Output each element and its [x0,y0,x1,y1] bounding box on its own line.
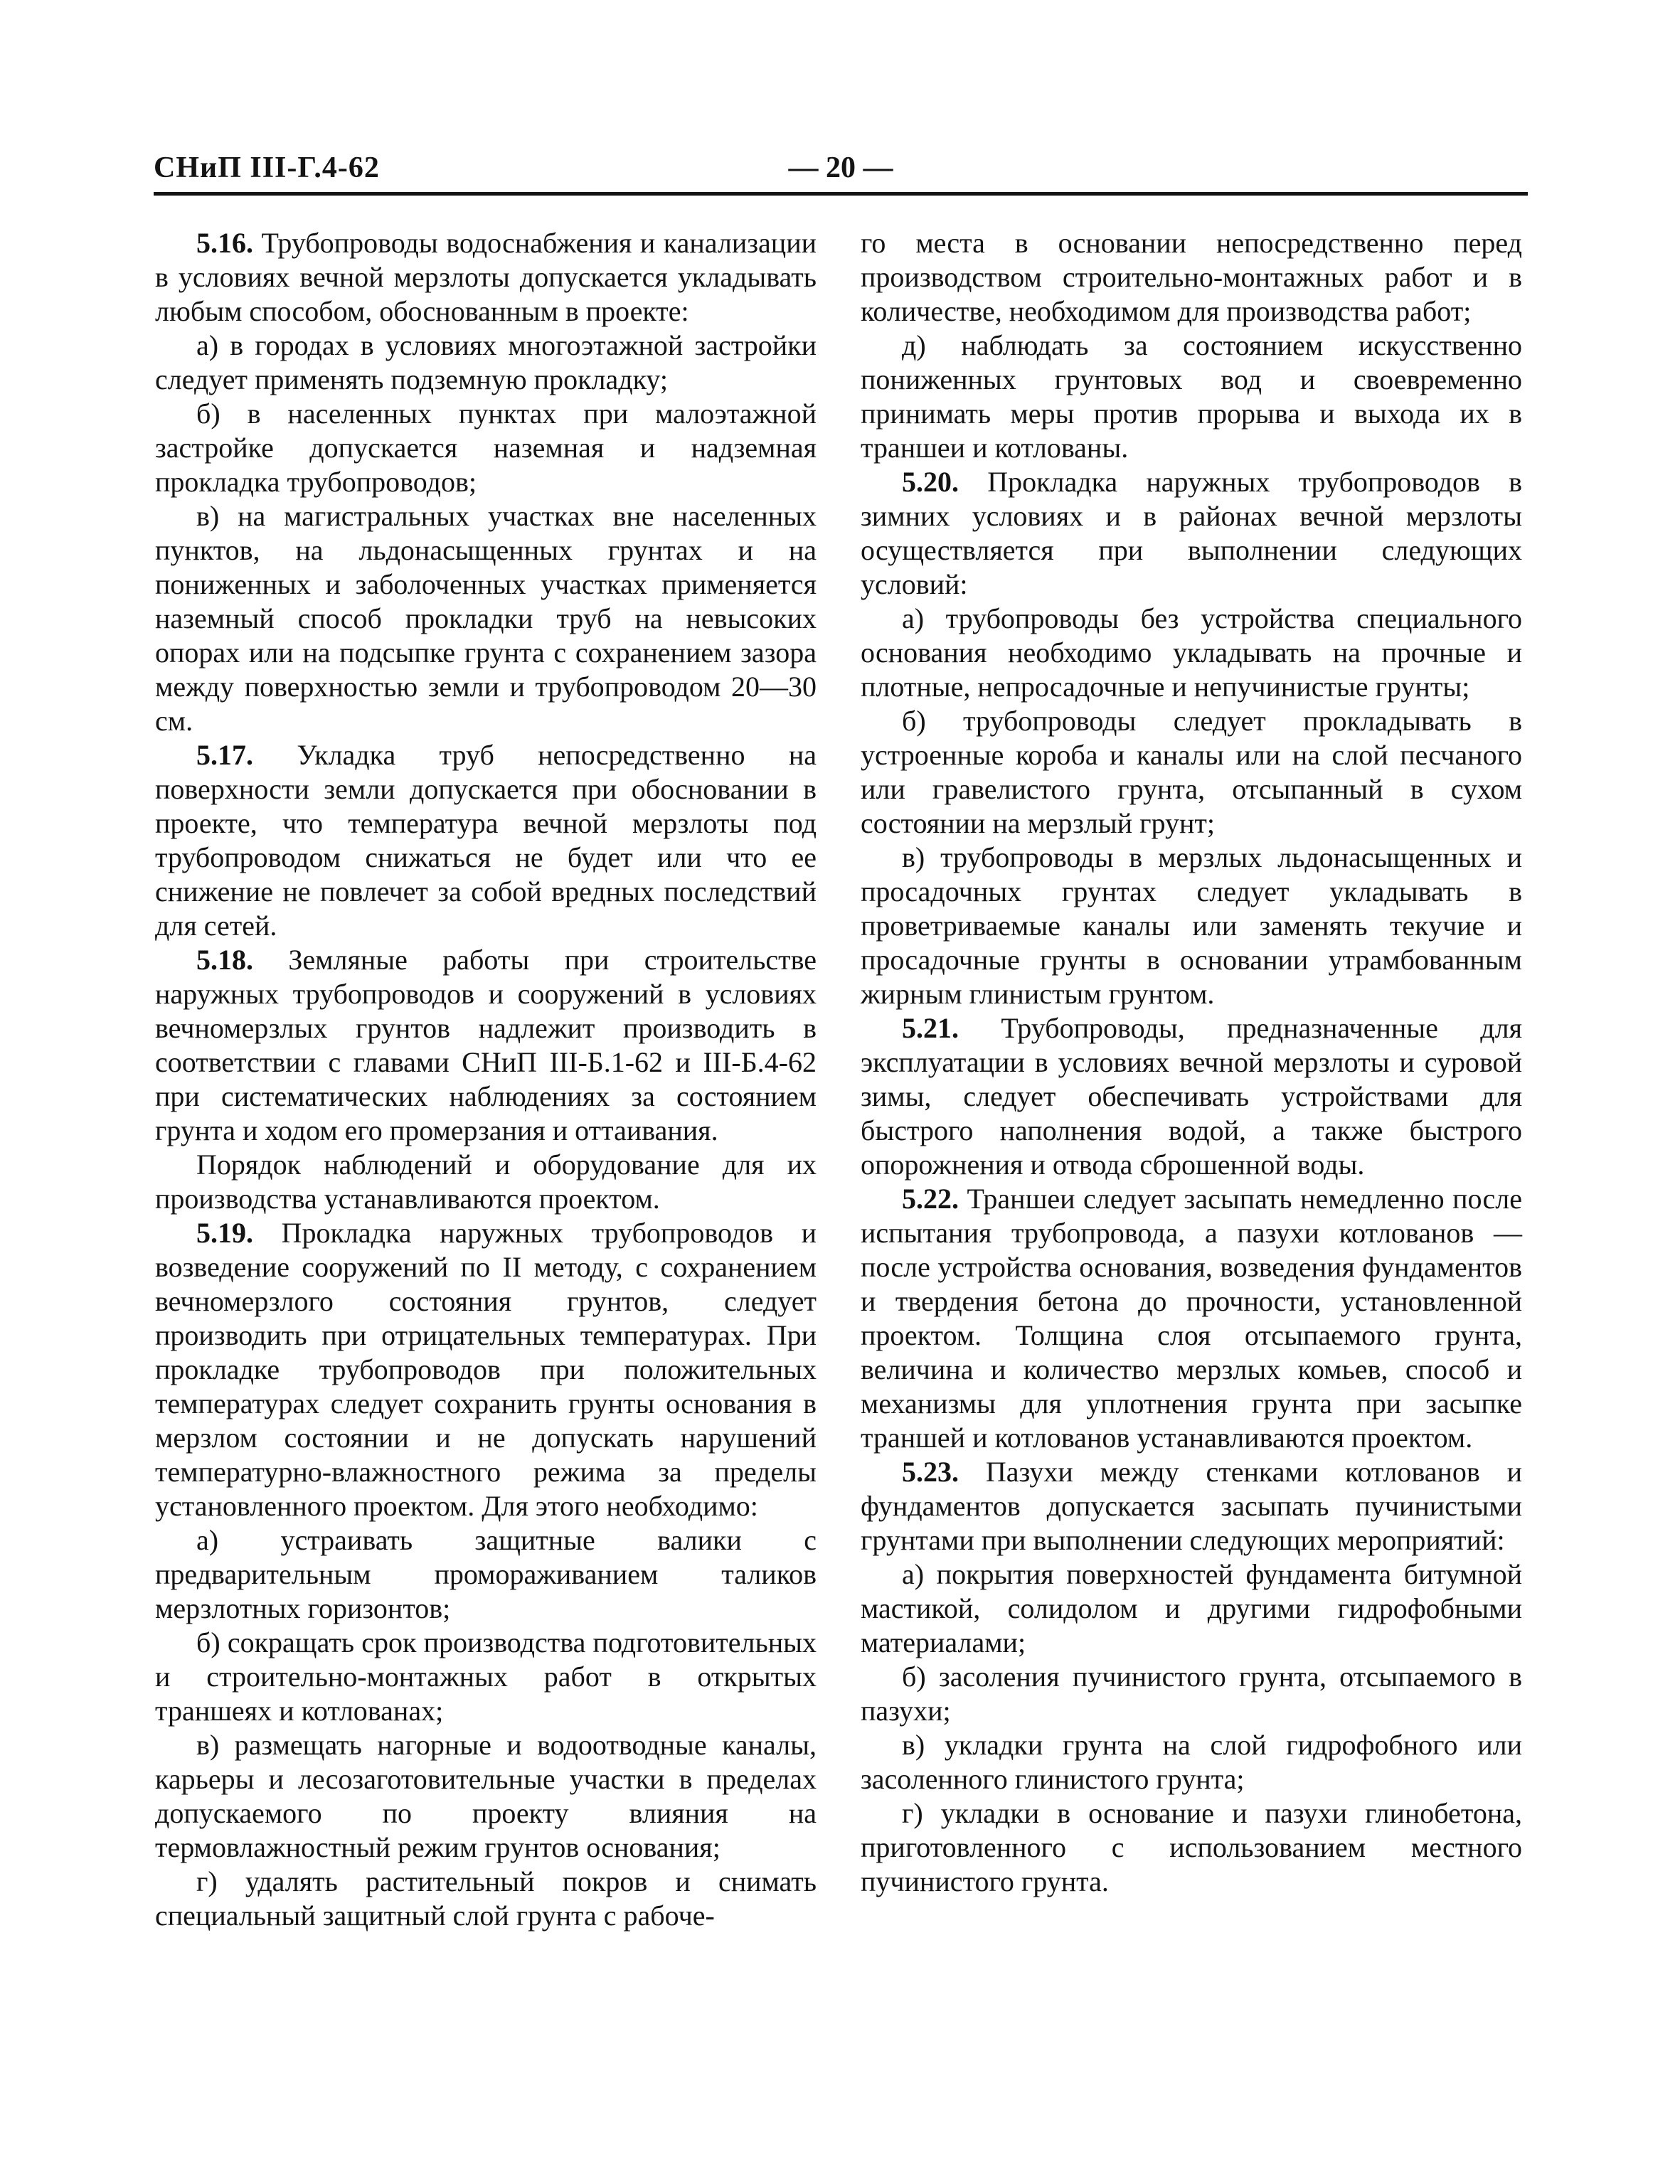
paragraph-text: Прокладка наружных трубопроводов и возведение сооружений по II методу, с сохранением вечномерзлого состояния грунтов, следует производить при отрицательных температурах. При прокладке трубопроводов при положительных температурах следует сохранить грунты основания в мерзлом состоянии и не допускать нарушений температурно-влажностного режима за пределы установленного проектом. Для этого необходимо: [155,1217,817,1522]
paragraph-text: в) укладки грунта на слой гидрофобного или засоленного глинистого грунта; [861,1729,1522,1795]
paragraph-text: г) укладки в основание и пазухи глинобетона, приготовленного с использованием местного пучинистого грунта. [861,1797,1522,1897]
paragraph [861,1455,1522,1557]
paragraph [861,1796,1522,1899]
paragraph [155,738,817,943]
right-column [861,226,1522,1899]
paragraph-text: Укладка труб непосредственно на поверхности земли допускается при обосновании в проекте, что температура вечной мерзлоты под трубопроводом снижаться не будет или что ее снижение не повлечет за собой вредных последствий для сетей. [155,739,817,942]
paragraph [861,1011,1522,1182]
clause-number: 5.22. [902,1183,959,1215]
paragraph [155,943,817,1148]
paragraph [861,841,1522,1011]
paragraph [861,1660,1522,1728]
paragraph [861,465,1522,602]
paragraph-text: б) в населенных пунктах при малоэтажной застройке допускается наземная и надземная прокладка трубопроводов; [155,398,817,498]
paragraph [155,499,817,738]
paragraph [155,1728,817,1865]
paragraph-text: в) на магистральных участках вне населенных пунктов, на льдонасыщенных грунтах и на пониженных и заболоченных участках применяется наземный способ прокладки труб на невысоких опорах или на подсыпке грунта с сохранением зазора между поверхностью земли и трубопроводом 20—30 см. [155,500,817,737]
paragraph [155,1523,817,1626]
paragraph [861,1557,1522,1660]
paragraph [155,1626,817,1728]
paragraph-text: в) трубопроводы в мерзлых льдонасыщенных и просадочных грунтах следует укладывать в проветриваемые каналы или заменять текучие и просадочные грунты в основании утрамбованным жирным глинистым грунтом. [861,841,1522,1010]
paragraph-text: а) трубопроводы без устройства специального основания необходимо укладывать на прочные и плотные, непросадочные и непучинистые грунты; [861,602,1522,703]
paragraph-text: а) устраивать защитные валики с предварительным промораживанием таликов мерзлотных горизонтов; [155,1524,817,1624]
paragraph [155,226,817,329]
page-number: — 20 — [788,151,893,184]
paragraph [861,329,1522,465]
document-code: СНиП III-Г.4-62 [154,151,380,184]
paragraph [155,1148,817,1216]
paragraph-text: г) удалять растительный покров и снимать специальный защитный слой грунта с рабоче- [155,1865,817,1932]
paragraph-text: Земляные работы при строительстве наружных трубопроводов и сооружений в условиях вечномерзлых грунтов надлежит производить в соответствии с главами СНиП III-Б.1-62 и III-Б.4-62 при систематических наблюдениях за состоянием грунта и ходом его промерзания и оттаивания. [155,944,817,1146]
paragraph [861,602,1522,704]
paragraph-text: б) засоления пучинистого грунта, отсыпаемого в пазухи; [861,1661,1522,1727]
paragraph [861,704,1522,841]
paragraph-text: Трубопроводы, предназначенные для эксплуатации в условиях вечной мерзлоты и суровой зимы, следует обеспечивать устройствами для быстрого наполнения водой, а также быстрого опорожнения и отвода сброшенной воды. [861,1012,1522,1181]
clause-number: 5.18. [196,944,253,976]
paragraph-text: б) сокращать срок производства подготовительных и строительно-монтажных работ в открытых траншеях и котлованах; [155,1626,817,1727]
clause-number: 5.21. [902,1012,959,1044]
paragraph [861,1728,1522,1796]
paragraph-text: а) покрытия поверхностей фундамента битумной мастикой, солидолом и другими гидрофобными материалами; [861,1558,1522,1658]
paragraph-text: го места в основании непосредственно перед производством строительно-монтажных работ и в количестве, необходимом для производства работ; [861,227,1522,327]
paragraph-text: а) в городах в условиях многоэтажной застройки следует применять подземную прокладку; [155,329,817,395]
paragraph-text: д) наблюдать за состоянием искусственно пониженных грунтовых вод и своевременно принимать меры против прорыва и выхода их в траншеи и котлованы. [861,329,1522,464]
paragraph-text: Пазухи между стенками котлованов и фундаментов допускается засыпать пучинистыми грунтами при выполнении следующих мероприятий: [861,1456,1522,1556]
clause-number: 5.20. [902,466,959,498]
paragraph-text: Трубопроводы водоснабжения и канализации в условиях вечной мерзлоты допускается укладывать любым способом, обоснованным в проекте: [155,227,817,327]
clause-number: 5.19. [196,1217,253,1249]
clause-number: 5.16. [196,227,253,259]
left-column [155,226,817,1933]
paragraph [861,1182,1522,1455]
paragraph-text: Прокладка наружных трубопроводов в зимних условиях и в районах вечной мерзлоты осуществляется при выполнении следующих условий: [861,466,1522,600]
paragraph [155,397,817,499]
paragraph [861,226,1522,329]
clause-number: 5.17. [196,739,253,771]
paragraph [155,1865,817,1933]
paragraph [155,1216,817,1523]
paragraph-text: Траншеи следует засыпать немедленно после испытания трубопровода, а пазухи котлованов — после устройства основания, возведения фундаментов и твердения бетона до прочности, установленной проектом. Толщина слоя отсыпаемого грунта, величина и количество мерзлых комьев, способ и механизмы для уплотнения грунта при засыпке траншей и котлованов устанавливаются проектом. [861,1183,1522,1454]
paragraph-text: б) трубопроводы следует прокладывать в устроенные короба и каналы или на слой песчаного или гравелистого грунта, отсыпанный в сухом состоянии на мерзлый грунт; [861,705,1522,839]
paragraph-text: Порядок наблюдений и оборудование для их производства устанавливаются проектом. [155,1149,817,1215]
paragraph-text: в) размещать нагорные и водоотводные каналы, карьеры и лесозаготовительные участки в пределах допускаемого по проекту влияния на термовлажностный режим грунтов основания; [155,1729,817,1863]
clause-number: 5.23. [902,1456,959,1488]
paragraph [155,329,817,397]
header-rule [154,192,1528,196]
